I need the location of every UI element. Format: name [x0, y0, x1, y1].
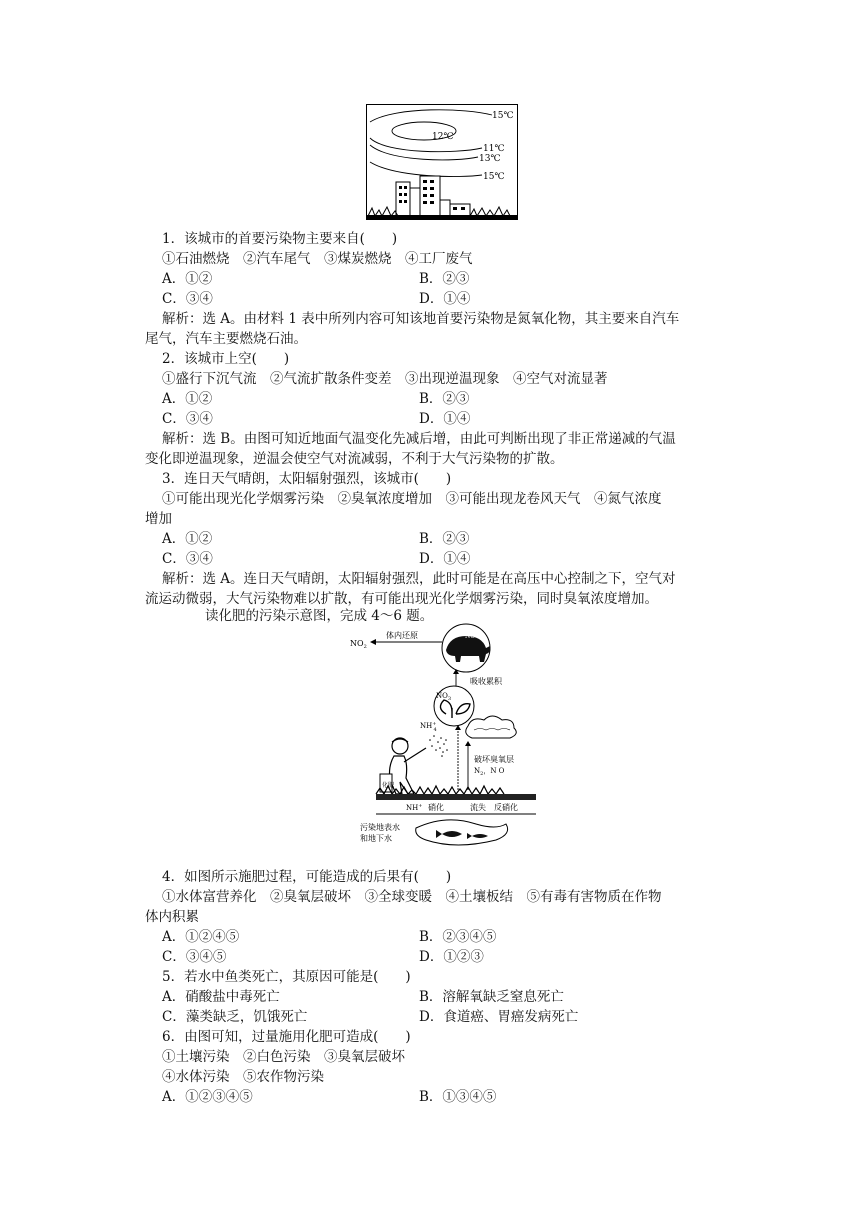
q1-option-c: C．③④ [162, 291, 213, 307]
q1-analysis-line2: 尾气，汽车主要燃烧石油。 [145, 331, 307, 347]
temperature-inversion-figure [366, 104, 518, 220]
water-body [416, 820, 508, 845]
label-absorb: 吸收累积 [470, 677, 502, 686]
q6-items-line2: ④水体污染 ⑤农作物污染 [162, 1069, 324, 1085]
label-nitrify: 硝化 [428, 803, 444, 812]
label-15c-top: 15℃ [492, 111, 514, 121]
q5-option-b: B．溶解氧缺乏窒息死亡 [419, 989, 564, 1005]
label-denitrify: 反硝化 [494, 803, 518, 812]
q3-option-a: A．①② [162, 531, 213, 547]
q1-items: ①石油燃烧 ②汽车尾气 ③煤炭燃烧 ④工厂废气 [162, 251, 473, 267]
fertilizer-pollution-figure [346, 622, 546, 858]
q3-option-b: B．②③ [419, 531, 470, 547]
q6-option-a: A．①②③④⑤ [162, 1089, 253, 1105]
label-ozone: 破坏臭氧层 [474, 755, 514, 764]
label-15c-bottom: 15℃ [483, 172, 505, 182]
q1-option-b: B．②③ [419, 271, 470, 287]
q1-option-d: D．①④ [419, 291, 471, 307]
q4-items-line1: ①水体富营养化 ②臭氧层破坏 ③全球变暖 ④土壤板结 ⑤有毒有害物质在作物 [162, 889, 662, 905]
label-12c: 12℃ [432, 132, 454, 142]
q4-option-a: A．①②④⑤ [162, 929, 240, 945]
q4-option-d: D．①②③ [419, 949, 484, 965]
q3-items-line1: ①可能出现光化学烟雾污染 ②臭氧浓度增加 ③可能出现龙卷风天气 ④氮气浓度 [162, 491, 662, 507]
q1-stem: 1．该城市的首要污染物主要来自( ) [162, 231, 398, 247]
q1-analysis-line1: 解析：选 A。由材料 1 表中所列内容可知该地首要污染物是氮氧化物，其主要来自汽车 [162, 311, 680, 327]
q5-option-c: C．藻类缺乏，饥饿死亡 [162, 1009, 308, 1025]
farmer-icon [380, 738, 426, 794]
label-nh4-soil: NH+ [406, 803, 423, 812]
q6-stem: 6．由图可知，过量施用化肥可造成( ) [162, 1029, 411, 1045]
q2-option-d: D．①④ [419, 411, 471, 427]
q6-items-line1: ①土壤污染 ②白色污染 ③臭氧层破坏 [162, 1049, 405, 1065]
q2-analysis-line2: 变化即逆温现象，逆温会使空气对流减弱，不利于大气污染物的扩散。 [145, 451, 564, 467]
q2-analysis-line1: 解析：选 B。由图可知近地面气温变化先减后增，由此可判断出现了非正常递减的气温 [162, 431, 676, 447]
q3-option-d: D．①④ [419, 551, 471, 567]
label-no2: $NO_2$ [350, 639, 367, 650]
q2-stem: 2．该城市上空( ) [162, 351, 290, 367]
q4-option-b: B．②③④⑤ [419, 929, 497, 945]
label-no3: $NO_3$ [436, 692, 452, 702]
q2-option-c: C．③④ [162, 411, 213, 427]
q4-option-c: C．③④⑤ [162, 949, 227, 965]
label-n2-n2o: $N_2$，N O [474, 767, 505, 777]
label-polluted-water-2: 和地下水 [360, 834, 392, 843]
q1-option-a: A．①② [162, 271, 213, 287]
figure2-intro: 读化肥的污染示意图，完成 4～6 题。 [205, 608, 434, 624]
cloud-icon [466, 716, 517, 738]
q3-analysis-line1: 解析：选 A。连日天气晴朗，太阳辐射强烈，此时可能是在高压中心控制之下，空气对 [162, 571, 676, 587]
q6-option-b: B．①③④⑤ [419, 1089, 497, 1105]
label-11c: 11℃ [483, 144, 505, 154]
q5-option-d: D．食道癌、胃癌发病死亡 [419, 1009, 579, 1025]
q3-stem: 3．连日天气晴朗，太阳辐射强烈，该城市( ) [162, 471, 452, 487]
q4-stem: 4．如图所示施肥过程，可能造成的后果有( ) [162, 869, 452, 885]
label-runoff: 流失 [470, 803, 486, 812]
label-nh4: NH+ 4 [420, 721, 437, 733]
q5-option-a: A．硝酸盐中毒死亡 [162, 989, 280, 1005]
q4-items-line2: 体内积累 [145, 909, 199, 925]
q5-stem: 5．若水中鱼类死亡，其原因可能是( ) [162, 969, 411, 985]
q3-items-line2: 增加 [145, 511, 172, 527]
q3-option-c: C．③④ [162, 551, 213, 567]
label-13c: 13℃ [479, 154, 501, 164]
label-reduction: 体内还原 [386, 631, 418, 640]
label-fertilizer: 化肥 [382, 782, 395, 789]
q3-analysis-line2: 流运动微弱，大气污染物难以扩散，有可能出现光化学烟雾污染，同时臭氧浓度增加。 [145, 591, 658, 607]
q2-option-b: B．②③ [419, 391, 470, 407]
label-polluted-water-1: 污染地表水 [360, 823, 400, 832]
q2-items: ①盛行下沉气流 ②气流扩散条件变差 ③出现逆温现象 ④空气对流显著 [162, 371, 608, 387]
spray-dots [429, 735, 448, 757]
label-no3-top: NO [465, 633, 476, 640]
q2-option-a: A．①② [162, 391, 213, 407]
